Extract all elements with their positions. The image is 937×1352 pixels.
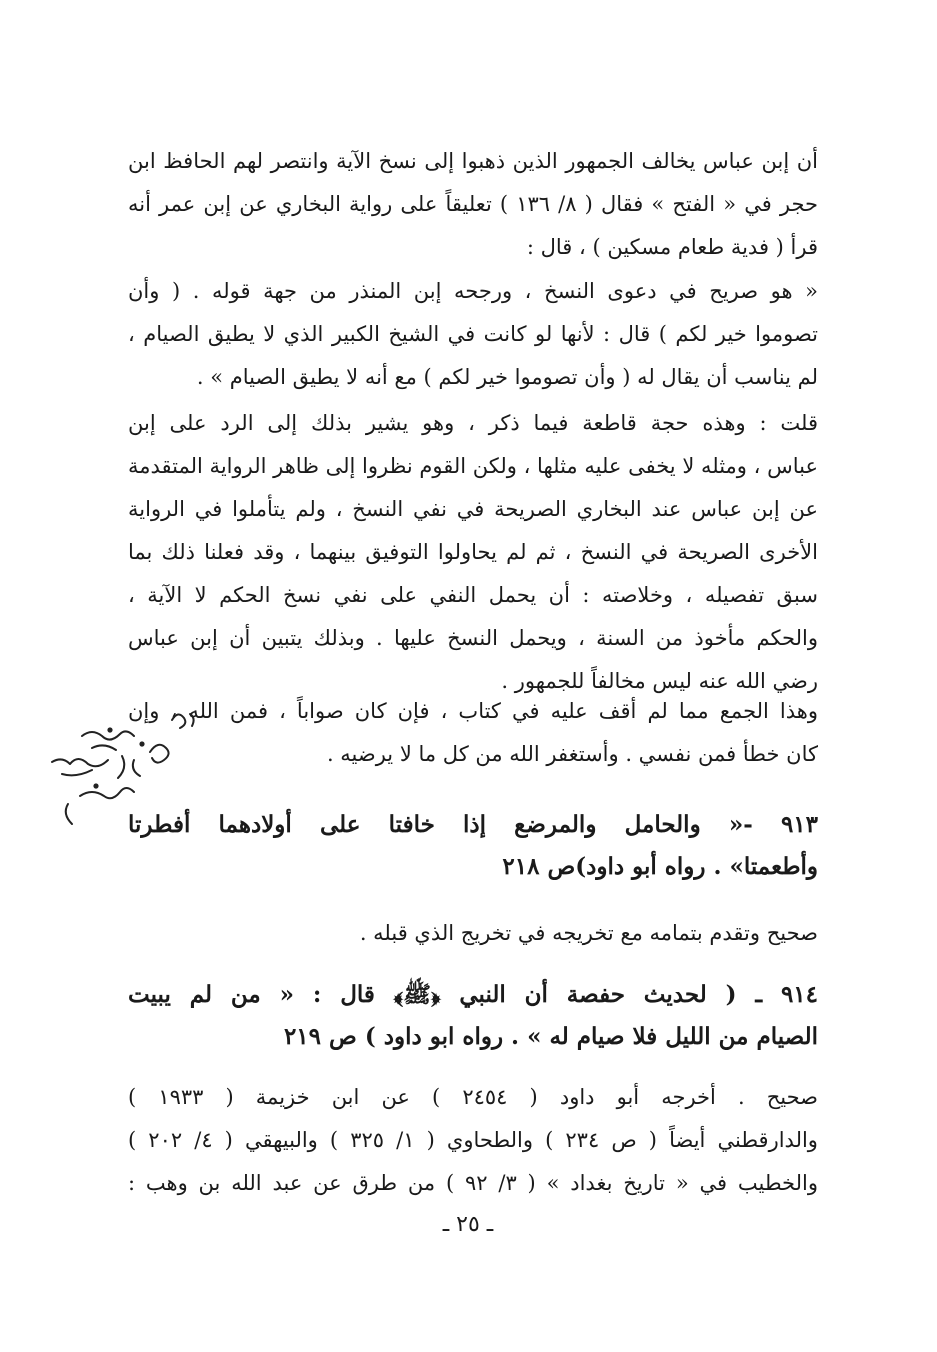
text-line: « هو صريح في دعوى النسخ ، ورجحه إبن المنذر من جهة قوله . ( وأن: [128, 279, 818, 303]
text-line: رضي الله عنه ليس مخالفاً للجمهور .: [501, 669, 818, 693]
paragraph-reconciliation: [128, 690, 818, 776]
paragraph-author-comment: [128, 402, 818, 703]
hadith-line: وأطعمتا» . رواه أبو داود)ص ٢١٨: [502, 853, 818, 880]
hadith-914: [128, 974, 818, 1058]
text-line: كان خطأ فمن نفسي . وأستغفر الله من كل ما لا يرضيه .: [326, 742, 818, 766]
text-line: أن إبن عباس يخالف الجمهور الذين ذهبوا إلى نسخ الآية وانتصر لهم الحافظ ابن: [128, 149, 818, 173]
paragraph-913-grading: [128, 912, 818, 955]
text-line: حجر في « الفتح » فقال ( ٨/ ١٣٦ ) تعليقاً على رواية البخاري عن إبن عمر أنه: [128, 192, 818, 216]
hadith-line: ٩١٤ ـ ( لحديث حفصة أن النبي ﴿ﷺ﴾ قال : « من لم يبيت: [128, 981, 818, 1008]
hadith-line: الصيام من الليل فلا صيام له » . رواه ابو داود ) ص ٢١٩: [283, 1023, 818, 1050]
paragraph-quote-fath: [128, 270, 818, 399]
paragraph-ibn-abbas-intro: [128, 140, 818, 269]
text-line: صحيح . أخرجه أبو داود ( ٢٤٥٤ ) عن ابن خزيمة ( ١٩٣٣ ): [128, 1085, 818, 1109]
text-line: والحكم مأخوذ من السنة ، ويحمل النسخ عليها . وبذلك يتبين أن إبن عباس: [128, 626, 818, 650]
page-number: ـ ٢٥ ـ: [442, 1212, 494, 1237]
text-line: عن إبن عباس عند البخاري الصريحة في نفي النسخ ، ولم يتأملوا في الرواية: [128, 497, 818, 521]
text-line: وهذا الجمع مما لم أقف عليه في كتاب ، فإن كان صواباً ، فمن الله ، وإن: [128, 699, 818, 723]
text-line: الأخرى الصريحة في النسخ ، ثم لم يحاولوا التوفيق بينهما ، وقد فعلنا ذلك بما: [128, 540, 818, 564]
text-line: سبق تفصيله ، وخلاصته : أن يحمل النفي على نفي نسخ الحكم لا الآية ،: [128, 583, 818, 607]
paragraph-914-takhrij: [128, 1076, 818, 1205]
text-line: صحيح وتقدم بتمامه مع تخريجه في تخريج الذي قبله .: [359, 921, 818, 945]
text-line: والخطيب في « تاريخ بغداد » ( ٣/ ٩٢ ) من طرق عن عبد الله بن وهب :: [128, 1171, 818, 1195]
hadith-line: ٩١٣ -« والحامل والمرضع إذا خافتا على أولادهما أفطرتا: [128, 811, 818, 838]
text-line: لم يناسب أن يقال له ( وأن تصوموا خير لكم ) مع أنه لا يطيق الصيام » .: [196, 365, 818, 389]
hadith-913: [128, 804, 818, 888]
text-line: تصوموا خير لكم ) قال : لأنها لو كانت في الشيخ الكبير الذي لا يطيق الصيام ،: [128, 322, 818, 346]
text-line: قرأ ( فدية طعام مسكين ) ، قال :: [526, 235, 818, 259]
text-line: والدارقطني أيضاً ( ص ٢٣٤ ) والطحاوي ( ١/ ٣٢٥ ) والبيهقي ( ٤/ ٢٠٢ ): [128, 1128, 818, 1152]
text-line: قلت : وهذه حجة قاطعة فيما ذكر ، وهو يشير بذلك إلى الرد على إبن: [128, 411, 818, 435]
text-line: عباس ، ومثله لا يخفى عليه مثلها ، ولكن القوم نظروا إلى ظاهر الرواية المتقدمة: [128, 454, 818, 478]
